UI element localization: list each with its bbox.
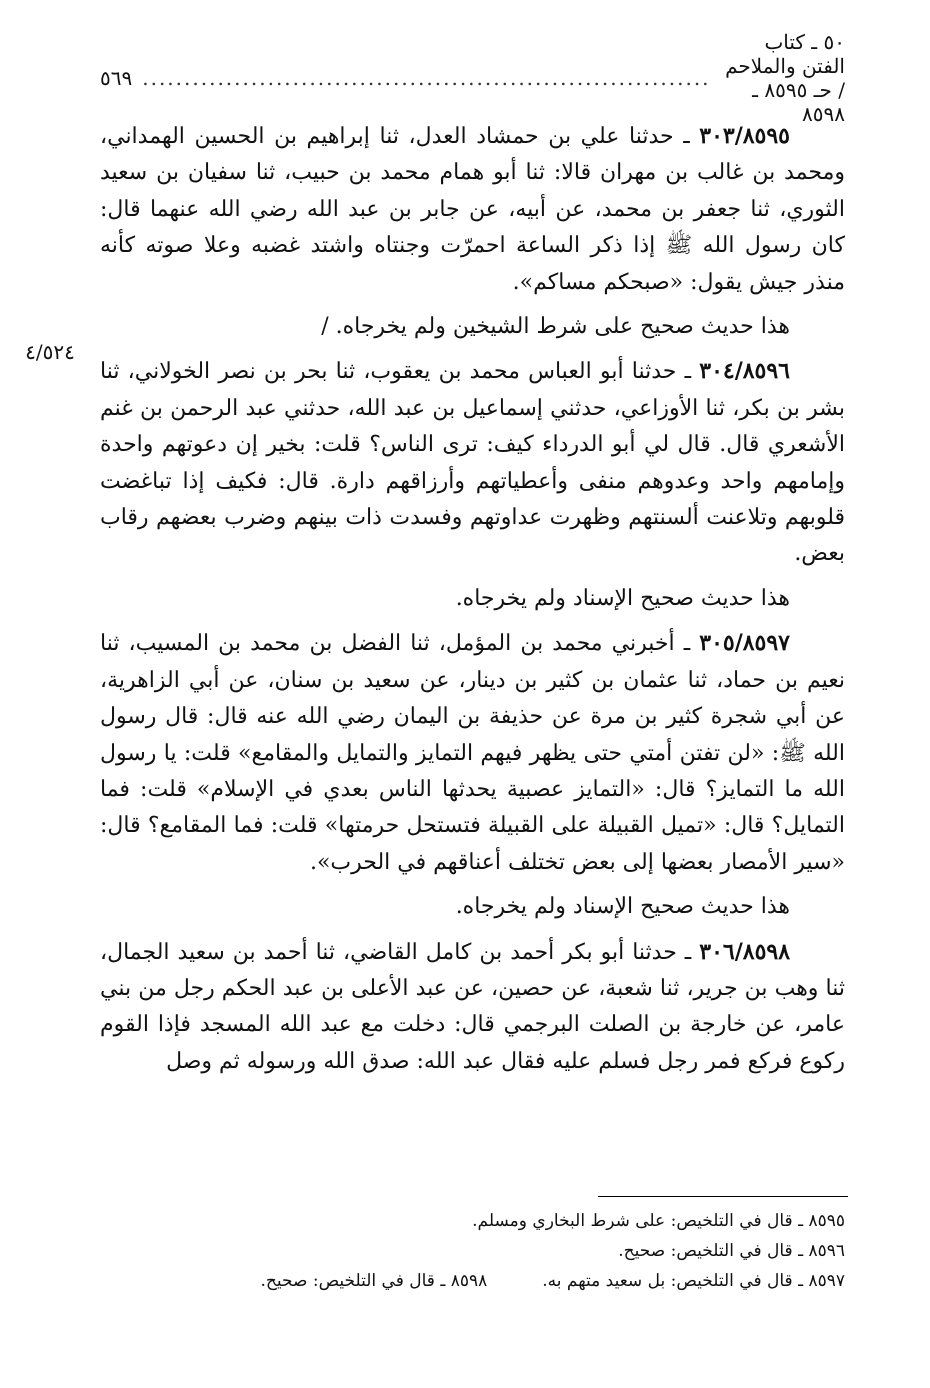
chapter-title: ٥٠ ـ كتاب الفتن والملاحم / حـ ٨٥٩٥ ـ ٨٥٩٨ [725,30,845,126]
hadith-number: ٣٠٥/٨٥٩٧ [699,630,790,657]
hadith-paragraph [100,934,845,1081]
running-header [100,30,845,126]
footnote: ٨٥٩٥ ـ قال في التلخيص: على شرط البخاري ومسلم. [472,1211,845,1231]
hadith-number: ٣٠٣/٨٥٩٥ [699,123,790,149]
hadith-text: ـ حدثنا أبو العباس محمد بن يعقوب، ثنا بحر بن نصر الخولاني، ثنا بشر بن بكر، ثنا الأوزاعي، حدثني إسماعيل بن عبد الله، حدثني عبد الرحمن بن غنم الأشعري قال. قال لي أبو الدرداء كيف: ترى الناس؟ قلت: بخير إن دعوتهم واحدة وإمامهم واحد وعدوهم منفى وأعطياتهم وأرزاقهم دارة. قال: فكيف إذا تباغضت قلوبهم وتلاعنت ألسنتهم وظهرت عداوتهم وفسدت ذات بينهم وضرب بعضهم رقاب بعض. [100,359,845,567]
hadith-paragraph [100,118,845,301]
hadith-text: ـ حدثنا أبو بكر أحمد بن كامل القاضي، ثنا أحمد بن سعيد الجمال، ثنا وهب بن جرير، ثنا شعبة، عن حصين، عن عبد الأعلى بن عبد الحكم رجل من بني عامر، عن خارجة بن الصلت البرجمي قال: دخلت مع عبد الله المسجد فإذا القوم ركوع فركع فمر رجل فسلم عليه فقال عبد الله: صدق الله ورسوله ثم وصل [100,939,845,1074]
hadith-verdict: هذا حديث صحيح على شرط الشيخين ولم يخرجاه. / [321,314,790,340]
hadith-text: ـ حدثنا علي بن حمشاد العدل، ثنا إبراهيم بن الحسين الهمداني، ومحمد بن غالب بن مهران قالا: ثنا أبو همام محمد بن حبيب، ثنا سفيان بن سعيد الثوري، ثنا جعفر بن محمد، عن أبيه، عن جابر بن عبد الله رضي الله عنهما قال: كان رسول الله ﷺ إذا ذكر الساعة احمرّت وجنتاه واشتد غضبه وعلا صوته كأنه منذر جيش يقول: «صبحكم مساكم». [100,124,845,295]
footnote: ٨٥٩٨ ـ قال في التلخيص: صحيح. [260,1271,488,1291]
hadith-paragraph [100,353,845,572]
hadith-text: ـ أخبرني محمد بن المؤمل، ثنا الفضل بن محمد بن المسيب، ثنا نعيم بن حماد، ثنا عثمان بن كثير بن دينار، عن سعيد بن سنان، عن أبي الزاهرية، عن أبي شجرة كثير بن مرة عن حذيفة بن اليمان رضي الله عنه قال: قال رسول الله ﷺ: «لن تفتن أمتي حتى يظهر فيهم التمايز والتمايل والمقامع» قلت: يا رسول الله ما التمايز؟ قال: «التمايز عصبية يحدثها الناس بعدي في الإسلام» قلت: فما التمايل؟ قال: «تميل القبيلة على القبيلة فتستحل حرمتها» قلت: فما المقامع؟ قال: «سير الأمصار بعضها إلى بعض تختلف أعناقهم في الحرب». [100,631,845,875]
margin-reference: ٤/٥٢٤ [25,340,75,364]
page-number: ٥٦٩ [100,66,133,90]
footnote: ٨٥٩٧ ـ قال في التلخيص: بل سعيد متهم به. [542,1271,845,1291]
hadith-paragraph [100,625,845,881]
hadith-verdict: هذا حديث صحيح الإسناد ولم يخرجاه. [455,894,790,920]
footnote-divider [598,1196,848,1197]
hadith-number: ٣٠٤/٨٥٩٦ [699,358,790,385]
leader-dots: .................................................................... [142,66,711,90]
hadith-number: ٣٠٦/٨٥٩٨ [699,938,791,965]
footnote-row [100,1266,845,1296]
footnotes [100,1206,845,1296]
hadith-verdict: هذا حديث صحيح الإسناد ولم يخرجاه. [455,585,790,611]
footnote: ٨٥٩٦ ـ قال في التلخيص: صحيح. [618,1241,845,1261]
main-text [100,118,845,1080]
